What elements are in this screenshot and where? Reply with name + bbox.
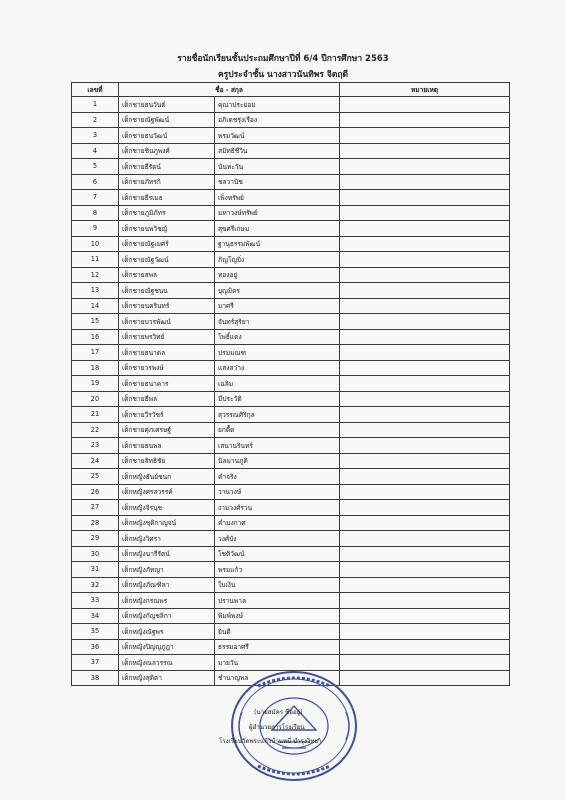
student-note [340, 128, 510, 144]
student-number: 4 [72, 143, 119, 159]
student-first-name: เด็กชายธนาคาร [119, 376, 215, 392]
student-note [340, 469, 510, 485]
table-row [72, 500, 510, 516]
table-row [72, 577, 510, 593]
student-number: 2 [72, 112, 119, 128]
student-note [340, 360, 510, 376]
student-number: 27 [72, 500, 119, 516]
table-row [72, 608, 510, 624]
student-note [340, 531, 510, 547]
student-last-name: โพธิ์แดง [215, 329, 340, 345]
student-number: 20 [72, 391, 119, 407]
student-note [340, 484, 510, 500]
student-last-name: พรมวัฒน์ [215, 128, 340, 144]
student-first-name: เด็กหญิงนารีรัตน์ [119, 546, 215, 562]
student-last-name: ปรมมณฑ [215, 345, 340, 361]
student-note [340, 562, 510, 578]
student-last-name: วานวงษ์ [215, 484, 340, 500]
student-number: 10 [72, 236, 119, 252]
signature-school: โรงเรียนวัดพระแก้วบ้านหมี่ บำรุงวิทยา [219, 738, 322, 745]
student-note [340, 376, 510, 392]
student-first-name: เด็กชายศุภเศรษฐ์ [119, 422, 215, 438]
student-first-name: เด็กชายนพวิชญ์ [119, 221, 215, 237]
student-first-name: เด็กชายชินภูพงศ์ [119, 143, 215, 159]
student-first-name: เด็กชายณัฐวัฒน์ [119, 252, 215, 268]
student-note [340, 655, 510, 671]
header-name: ชื่อ - สกุล [119, 83, 340, 97]
student-last-name: ภิญโญยิ่ง [215, 252, 340, 268]
table-row [72, 360, 510, 376]
header-number: เลขที่ [72, 83, 119, 97]
student-number: 24 [72, 453, 119, 469]
student-first-name: เด็กหญิงธันย์ชนก [119, 469, 215, 485]
table-row [72, 174, 510, 190]
student-first-name: เด็กชายภูมิภัทร [119, 205, 215, 221]
student-first-name: เด็กชายธีพล [119, 391, 215, 407]
student-first-name: เด็กหญิงกัญชลิกา [119, 608, 215, 624]
student-note [340, 267, 510, 283]
student-note [340, 422, 510, 438]
student-roster-table [71, 82, 510, 686]
student-note [340, 639, 510, 655]
table-row [72, 143, 510, 159]
student-number: 34 [72, 608, 119, 624]
student-last-name: โชติวัฒน์ [215, 546, 340, 562]
table-header-row [72, 83, 510, 97]
table-row [72, 438, 510, 454]
student-first-name: เด็กชายวีรวัชร์ [119, 407, 215, 423]
student-last-name: เพ็งทรัพย์ [215, 190, 340, 206]
student-first-name: เด็กชายธนพล [119, 438, 215, 454]
table-row [72, 314, 510, 330]
student-note [340, 97, 510, 113]
student-number: 37 [72, 655, 119, 671]
table-row [72, 283, 510, 299]
student-note [340, 314, 510, 330]
table-row [72, 469, 510, 485]
table-row [72, 407, 510, 423]
student-last-name: มีประวัติ [215, 391, 340, 407]
student-note [340, 624, 510, 640]
header-note: หมายเหตุ [340, 83, 510, 97]
student-number: 5 [72, 159, 119, 175]
student-number: 11 [72, 252, 119, 268]
student-note [340, 593, 510, 609]
table-row [72, 159, 510, 175]
student-note [340, 453, 510, 469]
student-note [340, 577, 510, 593]
student-number: 29 [72, 531, 119, 547]
table-row [72, 624, 510, 640]
student-number: 28 [72, 515, 119, 531]
table-row [72, 391, 510, 407]
student-first-name: เด็กหญิงภัทญา [119, 562, 215, 578]
table-row [72, 453, 510, 469]
student-note [340, 143, 510, 159]
table-row [72, 329, 510, 345]
student-number: 7 [72, 190, 119, 206]
student-first-name: เด็กชายพรวิทย์ [119, 329, 215, 345]
homeroom-teacher: ครูประจำชั้น นางสาวนันทิพร จิตฤดี [217, 70, 349, 80]
student-last-name: มหาวงษ์ทรัพย์ [215, 205, 340, 221]
student-number: 38 [72, 670, 119, 686]
student-last-name: จันทร์สุริยา [215, 314, 340, 330]
student-number: 25 [72, 469, 119, 485]
table-row [72, 422, 510, 438]
student-note [340, 546, 510, 562]
student-last-name: ทองอยู่ [215, 267, 340, 283]
student-last-name: พิมพ์พงษ์ [215, 608, 340, 624]
student-first-name: เด็กชายธนวันต์ [119, 97, 215, 113]
student-note [340, 515, 510, 531]
student-first-name: เด็กหญิงณัฐพร [119, 624, 215, 640]
table-row [72, 376, 510, 392]
table-row [72, 190, 510, 206]
table-row [72, 97, 510, 113]
student-first-name: เด็กชายสพล [119, 267, 215, 283]
student-note [340, 500, 510, 516]
student-last-name: สุขศรีเกษม [215, 221, 340, 237]
student-number: 26 [72, 484, 119, 500]
student-first-name: เด็กชายบวรพัฒน์ [119, 314, 215, 330]
student-first-name: เด็กชายสิทธิชัย [119, 453, 215, 469]
student-number: 19 [72, 376, 119, 392]
student-last-name: นิลมานภูติ [215, 453, 340, 469]
signature-position: ผู้อำนวยการโรงเรียน [249, 724, 305, 731]
student-first-name: เด็กชายวรพงษ์ [119, 360, 215, 376]
student-last-name: มาศรี [215, 298, 340, 314]
student-first-name: เด็กชายนครินทร์ [119, 298, 215, 314]
student-note [340, 608, 510, 624]
student-number: 22 [72, 422, 119, 438]
student-last-name: อภิเดชรุ่งเรือง [215, 112, 340, 128]
student-number: 17 [72, 345, 119, 361]
student-number: 36 [72, 639, 119, 655]
student-last-name: ธรรมอาศรี [215, 639, 340, 655]
student-first-name: เด็กชายณัฐพัฒน์ [119, 112, 215, 128]
student-note [340, 112, 510, 128]
student-note [340, 252, 510, 268]
student-first-name: เด็กหญิงปิญญภูฎา [119, 639, 215, 655]
student-last-name: งามวงศ์รวน [215, 500, 340, 516]
student-first-name: เด็กหญิงจิรนุช [119, 500, 215, 516]
student-number: 9 [72, 221, 119, 237]
table-row [72, 252, 510, 268]
table-row [72, 639, 510, 655]
table-row [72, 546, 510, 562]
student-last-name: สมิทธิชีวิน [215, 143, 340, 159]
student-last-name: บุญมิตร [215, 283, 340, 299]
student-number: 31 [72, 562, 119, 578]
student-last-name: ชลวานิช [215, 174, 340, 190]
table-row [72, 484, 510, 500]
student-last-name: คุณาประยอม [215, 97, 340, 113]
student-last-name: วงศ์บัง [215, 531, 340, 547]
student-number: 6 [72, 174, 119, 190]
student-note [340, 190, 510, 206]
student-first-name: เด็กหญิงวิศรา [119, 531, 215, 547]
student-note [340, 391, 510, 407]
student-first-name: เด็กชายธนาดล [119, 345, 215, 361]
table-row [72, 298, 510, 314]
student-note [340, 438, 510, 454]
student-last-name: พรมแก้ว [215, 562, 340, 578]
student-number: 13 [72, 283, 119, 299]
table-row [72, 236, 510, 252]
student-note [340, 329, 510, 345]
table-row [72, 128, 510, 144]
student-note [340, 283, 510, 299]
student-number: 15 [72, 314, 119, 330]
student-number: 14 [72, 298, 119, 314]
student-last-name: คำมงกาศ [215, 515, 340, 531]
student-last-name: ยินดี [215, 624, 340, 640]
student-number: 16 [72, 329, 119, 345]
student-number: 23 [72, 438, 119, 454]
student-number: 18 [72, 360, 119, 376]
student-number: 33 [72, 593, 119, 609]
table-row [72, 205, 510, 221]
student-first-name: เด็กหญิงสุดิตา [119, 670, 215, 686]
student-first-name: เด็กหญิงกรณพร [119, 593, 215, 609]
table-row [72, 112, 510, 128]
student-number: 1 [72, 97, 119, 113]
student-number: 8 [72, 205, 119, 221]
student-first-name: เด็กหญิงภัณฑิลา [119, 577, 215, 593]
student-first-name: เด็กชายณัฐชนน [119, 283, 215, 299]
table-row [72, 345, 510, 361]
table-row [72, 562, 510, 578]
student-number: 30 [72, 546, 119, 562]
student-last-name: ยกตื้ด [215, 422, 340, 438]
student-note [340, 298, 510, 314]
student-first-name: เด็กชายภัทรกิ [119, 174, 215, 190]
student-last-name: เสนานรินทร์ [215, 438, 340, 454]
student-first-name: เด็กชายธีรัตน์ [119, 159, 215, 175]
student-note [340, 159, 510, 175]
student-number: 35 [72, 624, 119, 640]
student-first-name: เด็กชายณัฐเมศร์ [119, 236, 215, 252]
student-number: 32 [72, 577, 119, 593]
student-last-name: มายวัน [215, 655, 340, 671]
document-title: รายชื่อนักเรียนชั้นประถมศึกษาปีที่ 6/4 ปีการศึกษา 2563 [177, 54, 389, 64]
student-last-name: นันทะวัน [215, 159, 340, 175]
student-number: 3 [72, 128, 119, 144]
table-row [72, 221, 510, 237]
student-note [340, 670, 510, 686]
student-number: 12 [72, 267, 119, 283]
student-number: 21 [72, 407, 119, 423]
student-note [340, 345, 510, 361]
student-last-name: แสงสว่าง [215, 360, 340, 376]
student-first-name: เด็กชายธีรเมธ [119, 190, 215, 206]
student-note [340, 205, 510, 221]
student-first-name: เด็กชายธนวัฒน์ [119, 128, 215, 144]
student-last-name: ใบเงิน [215, 577, 340, 593]
student-last-name: สุวรรณศิริกุล [215, 407, 340, 423]
table-row [72, 593, 510, 609]
student-first-name: เด็กหญิงศรสวรรค์ [119, 484, 215, 500]
signature-name: (นายสมัคร ชื่ออยู่) [254, 709, 303, 716]
student-note [340, 221, 510, 237]
table-row [72, 515, 510, 531]
student-note [340, 236, 510, 252]
student-note [340, 174, 510, 190]
student-last-name: ปรานพาล [215, 593, 340, 609]
student-note [340, 407, 510, 423]
student-last-name: คำจริง [215, 469, 340, 485]
student-first-name: เด็กหญิงชุติกาญจน์ [119, 515, 215, 531]
table-row [72, 267, 510, 283]
student-first-name: เด็กหญิงณลวรรณ [119, 655, 215, 671]
table-row [72, 531, 510, 547]
student-last-name: ชำนาญพล [215, 670, 340, 686]
student-last-name: ฐานุธรรมพัฒน์ [215, 236, 340, 252]
roster-body [72, 97, 510, 686]
student-last-name: เฉลิม [215, 376, 340, 392]
